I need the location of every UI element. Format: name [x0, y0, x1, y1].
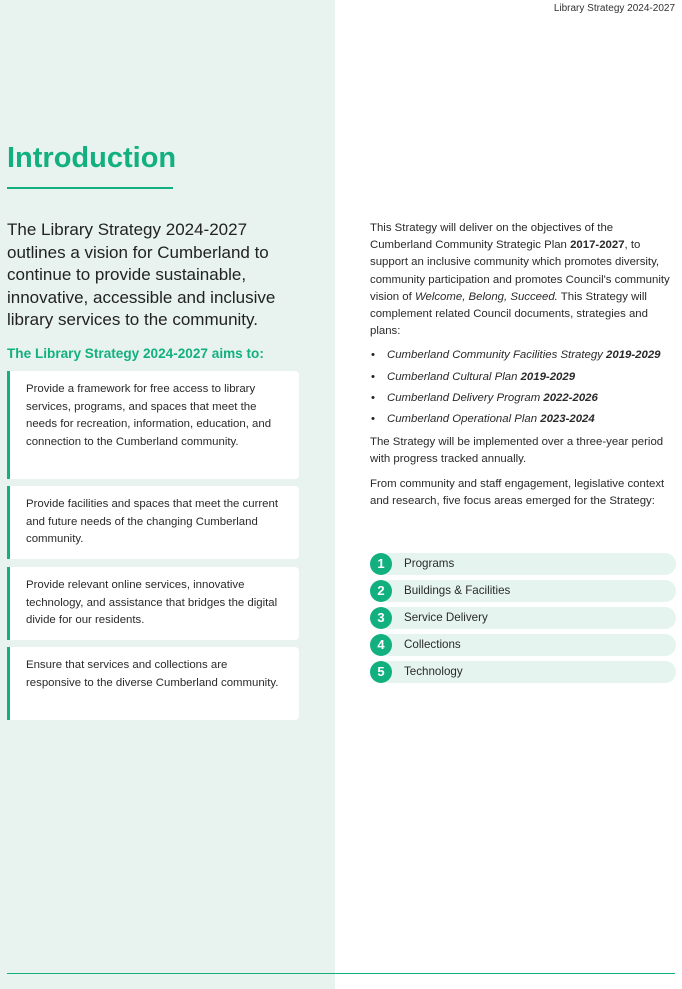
number-badge: 1: [370, 553, 392, 575]
right-column: [370, 220, 676, 517]
aims-heading: The Library Strategy 2024-2027 aims to:: [7, 346, 264, 361]
focus-areas-intro: From community and staff engagement, legislative context and research, five focus areas emerged for the Strategy:: [370, 477, 665, 507]
list-item: • Cumberland Operational Plan 2023-2024: [370, 411, 676, 428]
focus-areas-list: [370, 553, 676, 688]
running-header: Library Strategy 2024-2027: [553, 3, 675, 14]
focus-area-item: [370, 580, 676, 602]
number-badge: 3: [370, 607, 392, 629]
title-underline: [7, 187, 173, 189]
focus-area-item: [370, 553, 676, 575]
focus-area-label: Buildings & Facilities: [404, 584, 511, 597]
focus-area-item: [370, 634, 676, 656]
number-badge: 4: [370, 634, 392, 656]
council-vision: Welcome, Belong, Succeed.: [414, 290, 558, 303]
page-title: Introduction: [7, 142, 177, 174]
list-item: • Cumberland Community Facilities Strategy 2019-2029: [370, 347, 676, 364]
plan-years: 2017-2027: [570, 239, 625, 252]
focus-area-label: Programs: [404, 557, 455, 570]
number-badge: 2: [370, 580, 392, 602]
aim-card: Provide facilities and spaces that meet the current and future needs of the changing Cumberland community.: [7, 486, 299, 559]
focus-area-item: [370, 607, 676, 629]
focus-area-item: [370, 661, 676, 683]
aim-card: Provide a framework for free access to library services, programs, and spaces that meet the needs for recreation, information, education, and connection to the Cumberland community.: [7, 371, 299, 479]
strategy-intro-paragraph: This Strategy will deliver on the objectives of the Cumberland Community Strategic Plan 2017-2027, to support an inclusive community which promotes diversity, community participation and promotes Council's community vision of Welcome, Belong, Succeed. This Strategy will complement related Council documents, strategies and plans:: [370, 222, 670, 338]
aim-card: Provide relevant online services, innovative technology, and assistance that bridges the digital divide for our residents.: [7, 567, 299, 640]
related-documents-list: [370, 347, 676, 428]
aim-card: Ensure that services and collections are responsive to the diverse Cumberland community.: [7, 647, 299, 720]
list-item: • Cumberland Cultural Plan 2019-2029: [370, 369, 676, 386]
bottom-divider: [7, 973, 675, 974]
number-badge: 5: [370, 661, 392, 683]
focus-area-label: Technology: [404, 665, 463, 678]
list-item: • Cumberland Delivery Program 2022-2026: [370, 390, 676, 407]
intro-text: The Library Strategy 2024-2027 outlines a vision for Cumberland to continue to provide sustainable, innovative, accessible and inclusive library services to the community.: [7, 220, 276, 329]
implementation-paragraph: The Strategy will be implemented over a three-year period with progress tracked annually.: [370, 436, 664, 466]
focus-area-label: Service Delivery: [404, 611, 488, 624]
focus-area-label: Collections: [404, 638, 461, 651]
